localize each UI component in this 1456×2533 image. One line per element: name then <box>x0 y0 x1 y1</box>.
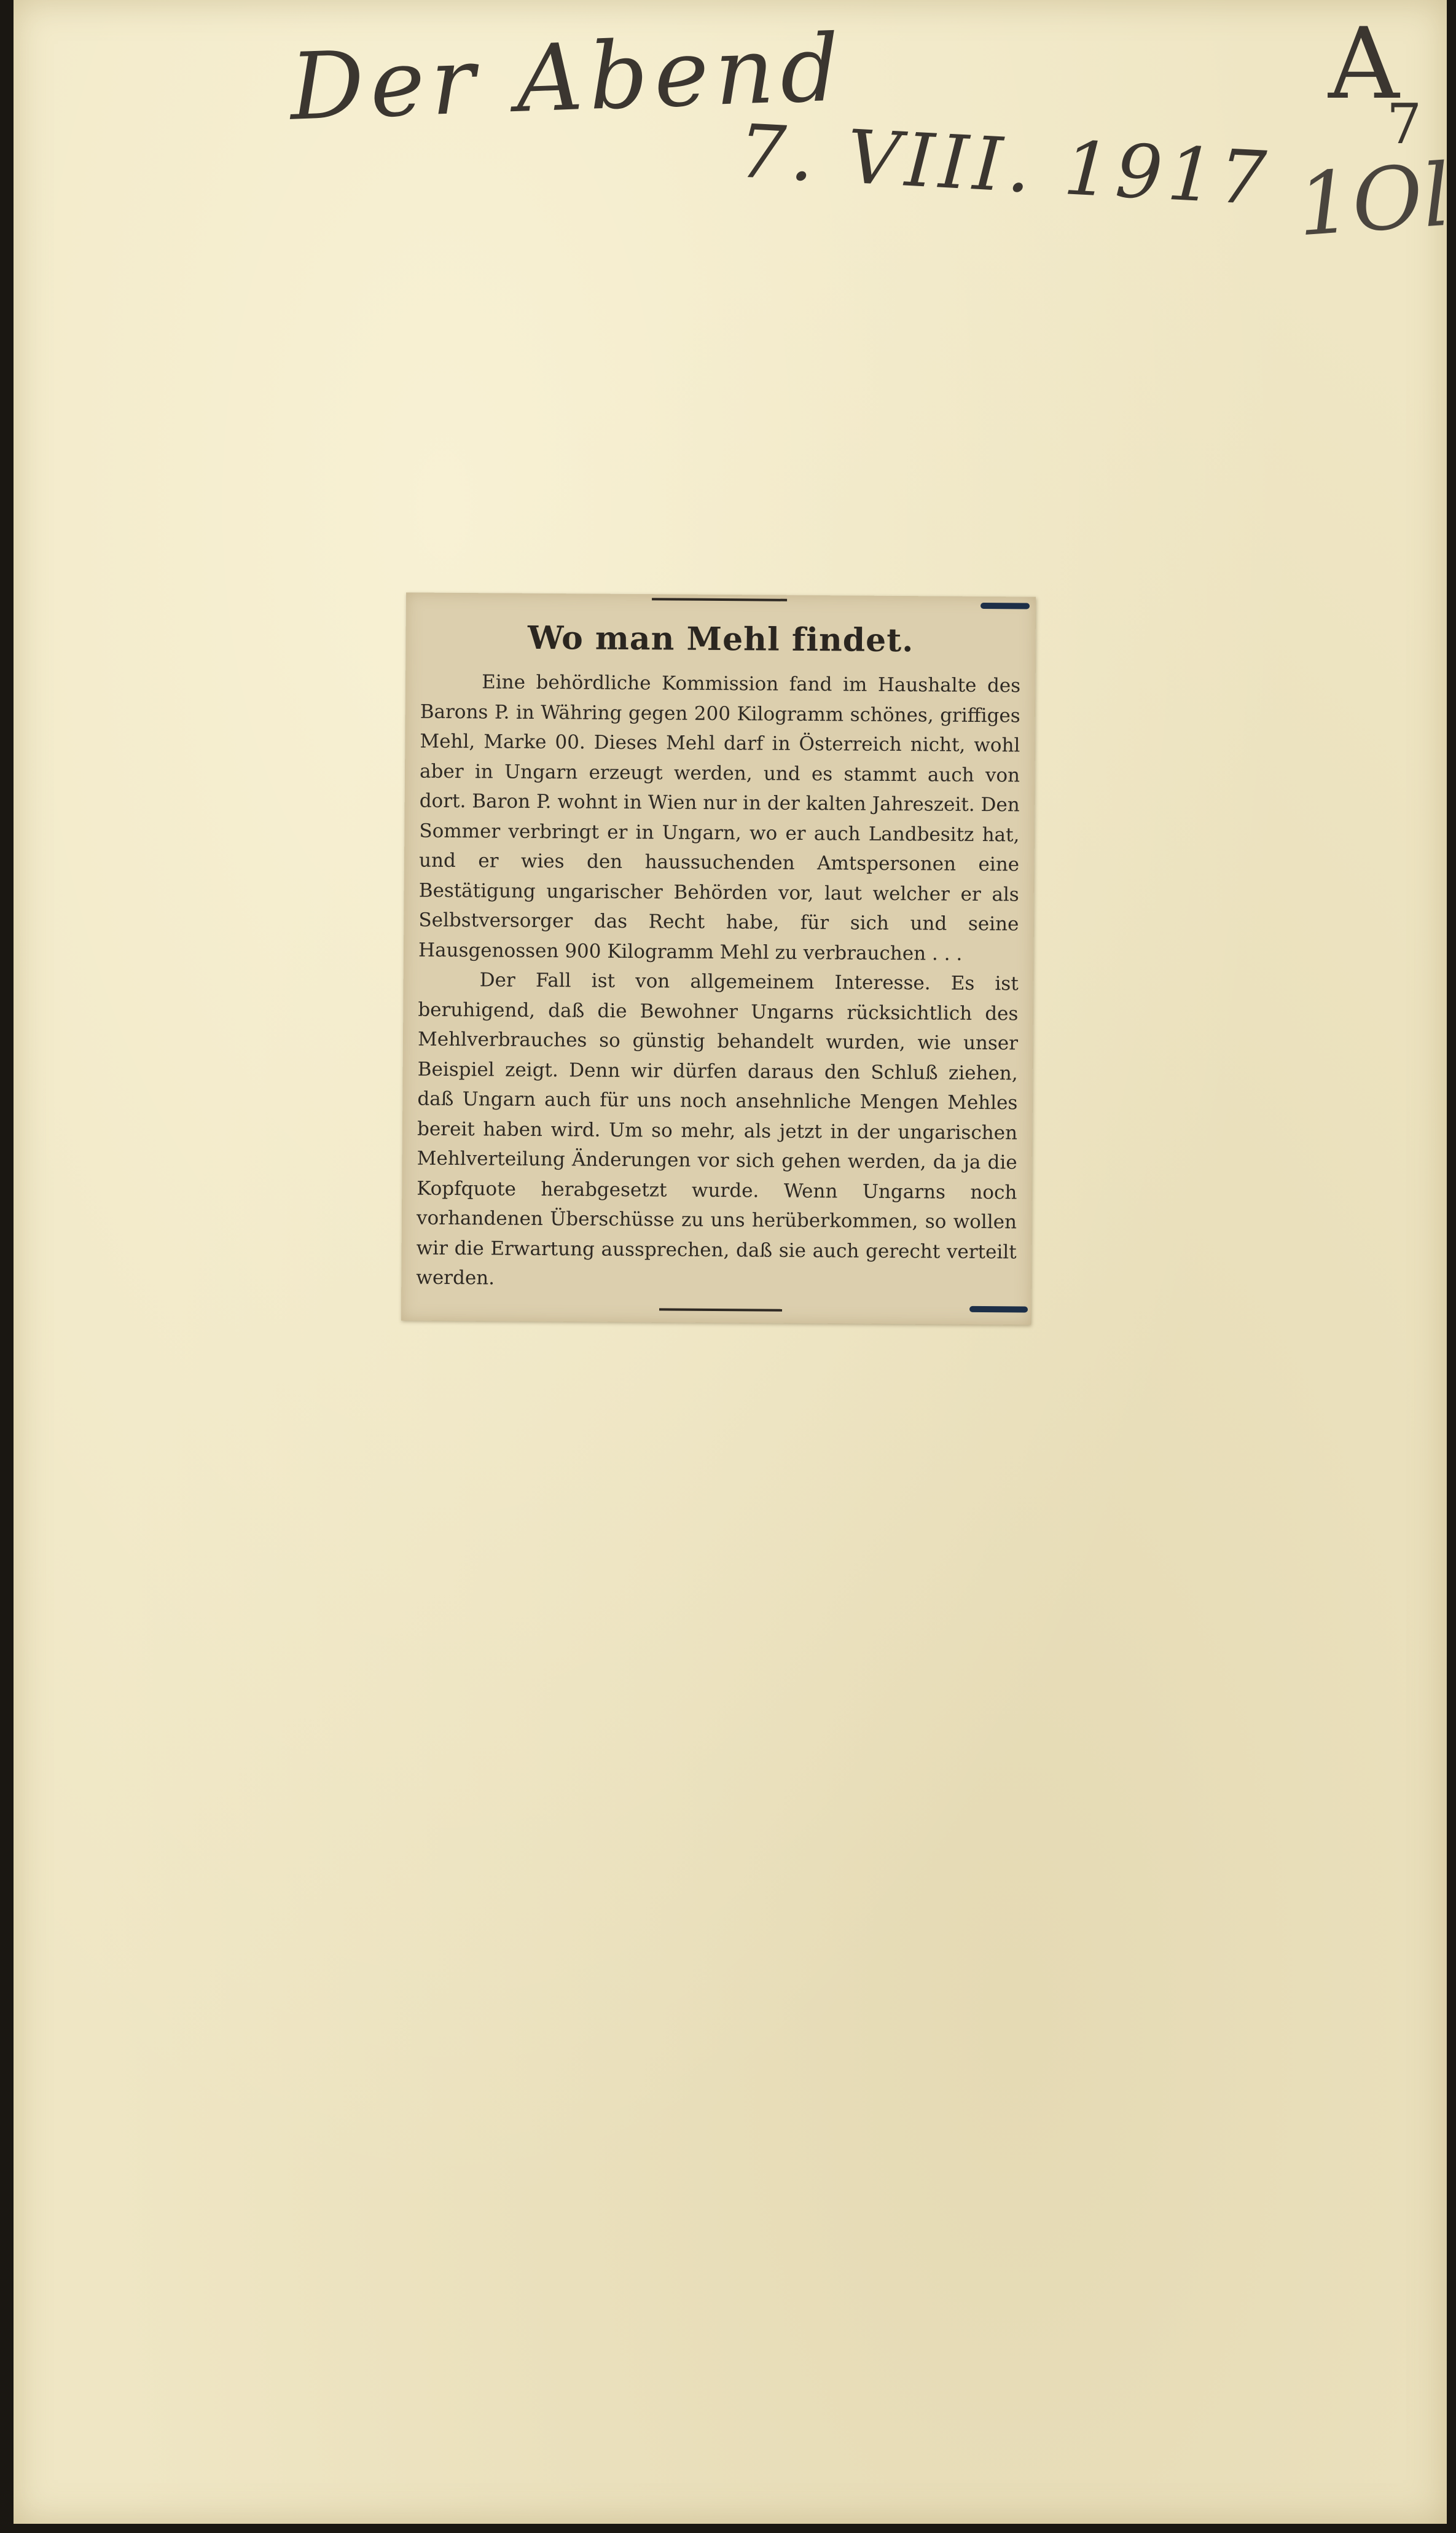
pencil-mark-bottom-right <box>969 1306 1028 1313</box>
handwritten-archive-letter: A <box>1328 6 1399 121</box>
handwritten-date-note: 7. VIII. 1917 <box>736 109 1274 222</box>
clipping-paragraph-1: Eine behördliche Kommission fand im Haushalte des Barons P. in Währing gegen 200 Kilogramm schönes, griffiges Mehl, Marke 00. Dieses Mehl darf in Österreich nicht, wohl aber in Ungarn erzeugt werden, und es stammt auch von dort. Baron P. wohnt in Wien nur in der kalten Jahreszeit. Den Sommer verbringt er in Ungarn, wo er auch Landbesitz hat, und er wies den haussuchenden Amtspersonen eine Bestätigung ungarischer Behörden vor, laut welcher er als Selbstversorger das Recht habe, für sich und seine Hausgenossen 900 Kilogramm Mehl zu verbrauchen . . . <box>418 671 1021 965</box>
handwritten-folio-number: 1Ol <box>1294 145 1454 256</box>
pencil-mark-top-right <box>980 603 1030 609</box>
clipping-paragraph-2: Der Fall ist von allgemeinem Interesse. Es ist beruhigend, daß die Bewohner Ungarns rücksichtlich des Mehlverbrauches so günstig behandelt wurden, wie unser Beispiel zeigt. Denn wir dürfen daraus den Schluß ziehen, daß Ungarn auch für uns noch ansehnliche Mengen Mehles bereit haben wird. Um so mehr, als jetzt in der ungarischen Mehlverteilung Änderungen vor sich gehen werden, da ja die Kopfquote herabgesetzt wurde. Wenn Ungarns noch vorhandenen Überschüsse zu uns herüberkommen, so wollen wir die Erwartung aussprechen, daß sie auch gerecht verteilt werden. <box>416 969 1019 1290</box>
handwritten-source-note: Der Abend <box>288 15 847 141</box>
clipping-headline: Wo man Mehl findet. <box>527 619 914 660</box>
clipping-top-rule <box>652 598 787 601</box>
handwritten-archive-number: 7 <box>1387 92 1422 157</box>
archive-sheet <box>14 0 1454 2524</box>
clipping-bottom-rule <box>659 1308 782 1311</box>
newspaper-clipping <box>401 592 1036 1325</box>
